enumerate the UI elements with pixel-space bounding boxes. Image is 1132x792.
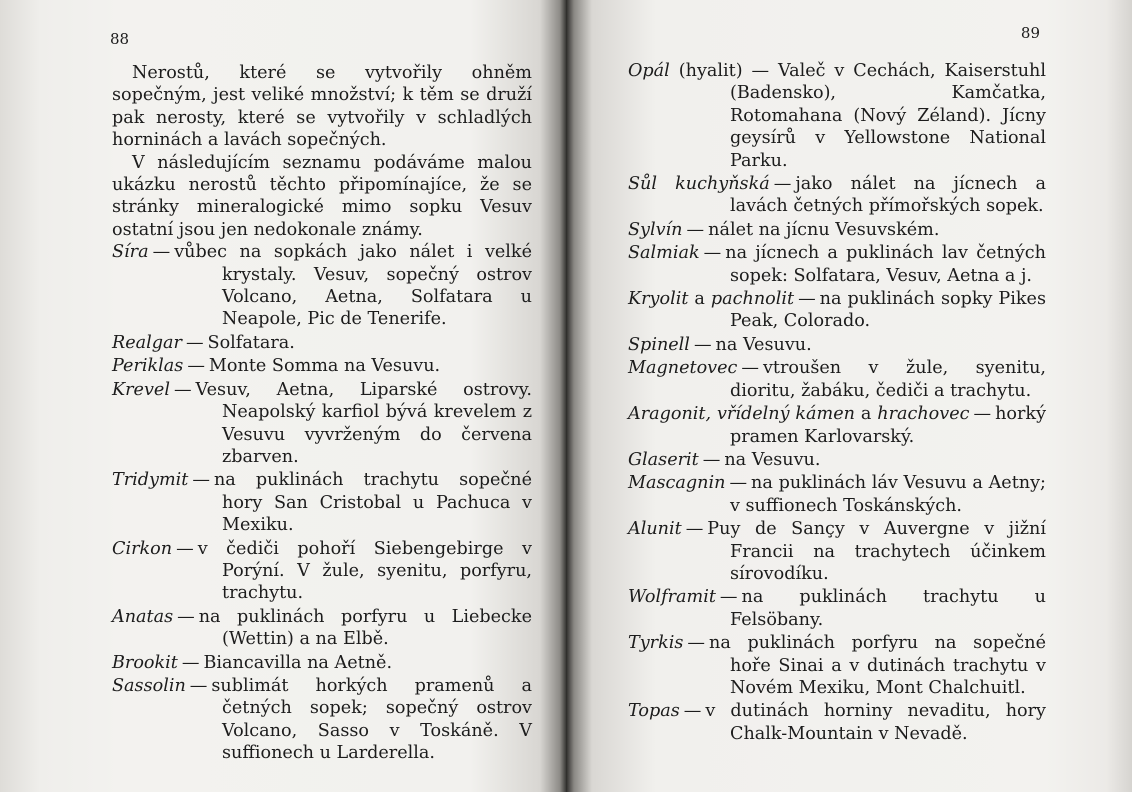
mineral-entry (112, 606, 532, 651)
mineral-description: na puklinách láv Vesuvu a Aetny; v suffionech Toskánských. (730, 473, 1046, 516)
mineral-name: pachnolit (710, 289, 795, 310)
em-dash: — (687, 633, 705, 654)
page-number-left: 88 (110, 30, 130, 48)
mineral-description: na puklinách trachytu u Felsöbany. (730, 587, 1046, 630)
mineral-name: Wolframit (628, 587, 716, 608)
left-page-text (112, 62, 532, 765)
mineral-entry (112, 675, 532, 765)
mineral-name: Glaserit (628, 449, 699, 470)
mineral-entry (628, 449, 1046, 471)
right-page (566, 0, 1132, 792)
mineral-entry (628, 403, 1046, 448)
em-dash: — (703, 243, 722, 264)
mineral-name: Spinell (628, 334, 690, 355)
intro-paragraph-1: Nerostů, které se vytvořily ohněm sopečným, jest veliké množství; k těm se druží pak nerosty, které se vytvořily v schladlých horninách a lavách sopečných. (112, 63, 532, 151)
em-dash: — (719, 587, 738, 608)
mineral-entry (628, 219, 1046, 241)
em-dash: — (741, 358, 759, 379)
mineral-description: vůbec na sopkách jako nálet i velké krystaly. Vesuv, sopečný ostrov Volcano, Aetna, Solfatara u Neapole, Pic de Tenerife. (174, 242, 532, 330)
mineral-description: na puklinách sopky Pikes Peak, Colorado. (730, 289, 1046, 332)
mineral-name: Kryolit (628, 289, 689, 310)
mineral-description: nálet na jícnu Vesuvském. (708, 219, 940, 240)
mineral-name: Sůl kuchyňská (628, 174, 770, 195)
mineral-name: Mascagnin (628, 473, 726, 494)
em-dash: — (185, 332, 204, 353)
mineral-description: v dutinách horniny nevaditu, hory Chalk-Mountain v Nevadě. (705, 701, 1046, 744)
mineral-entry (628, 700, 1046, 745)
mineral-name: Aragonit, vřídelný kámen (628, 404, 855, 425)
em-dash: — (187, 356, 205, 377)
mineral-description: vtroušen v žule, syenitu, dioritu, žabáku, čediči a trachytu. (730, 358, 1046, 401)
em-dash: — (683, 701, 702, 722)
mineral-name: Tridymit (112, 470, 189, 491)
mineral-entry (628, 632, 1046, 699)
mineral-name: Sassolin (112, 675, 186, 696)
mineral-name: Periklas (112, 356, 184, 377)
mineral-description: Puy de Sançy v Auvergne v jižní Francii na trachytech účinkem sírovodíku. (707, 519, 1046, 584)
mineral-entry (628, 357, 1046, 402)
mineral-name: Cirkon (112, 538, 173, 559)
mineral-description: na jícnech a puklinách lav četných sopek: Solfatara, Vesuv, Aetna a j. (725, 243, 1046, 286)
mineral-description: sublimát horkých pramenů a četných sopek; sopečný ostrov Volcano, Sasso v Toskáně. V suffionech u Larderella. (211, 675, 532, 764)
em-dash: — (773, 174, 792, 195)
mineral-description: na Vesuvu. (724, 449, 821, 470)
term-joiner: a (694, 289, 705, 310)
mineral-name: Alunit (628, 519, 682, 540)
mineral-description: v čediči pohoří Siebengebirge v Porýní. V žule, syenitu, porfyru, trachytu. (197, 538, 532, 604)
mineral-entry (628, 472, 1046, 517)
em-dash: — (176, 538, 194, 559)
mineral-entry (628, 242, 1046, 287)
mineral-name: Brookit (112, 652, 178, 673)
em-dash: — (973, 404, 992, 425)
mineral-description: (hyalit) — Valeč v Cechách, Kaiserstuhl (Badensko), Kamčatka, Rotomahana (Nový Zéland). Jícny geysírů v Yellowstone National Parku. (678, 61, 1047, 171)
em-dash: — (189, 675, 208, 696)
term-joiner: a (860, 404, 872, 425)
mineral-entry (628, 586, 1046, 631)
mineral-name: Magnetovec (628, 358, 738, 379)
em-dash: — (686, 219, 705, 240)
mineral-name: Anatas (112, 606, 174, 627)
mineral-name: Salmiak (628, 243, 700, 264)
mineral-description: na puklinách porfyru u Liebecke (Wettin) a na Elbě. (198, 606, 532, 650)
mineral-entry (112, 355, 532, 377)
em-dash: — (192, 470, 210, 491)
mineral-name: Realgar (112, 332, 182, 353)
mineral-description: na puklinách trachytu sopečné hory San Cristobal u Pachuca v Mexiku. (213, 470, 532, 536)
mineral-entry (112, 379, 532, 469)
mineral-entry (628, 334, 1046, 356)
mineral-name: Krevel (112, 379, 170, 400)
mineral-entry (628, 288, 1046, 333)
mineral-entry (628, 60, 1046, 172)
page-number-right: 89 (1020, 24, 1040, 42)
em-dash: — (729, 473, 748, 494)
mineral-entry (112, 469, 532, 536)
mineral-entry (112, 241, 532, 331)
mineral-entry (628, 518, 1046, 585)
mineral-description: Biancavilla na Aetně. (203, 652, 393, 673)
mineral-description: Solfatara. (207, 332, 295, 353)
mineral-name: hrachovec (877, 404, 970, 425)
em-dash: — (693, 334, 712, 355)
mineral-description: horký pramen Karlovarský. (730, 404, 1047, 447)
mineral-entry (112, 332, 532, 354)
mineral-entry (628, 173, 1046, 218)
mineral-name: Síra (112, 242, 149, 263)
right-page-text (628, 60, 1046, 745)
em-dash: — (177, 606, 195, 627)
mineral-name: Tyrkis (628, 633, 684, 654)
mineral-description: na Vesuvu. (715, 334, 812, 355)
intro-paragraph-2: V následujícím seznamu podáváme malou ukázku nerostů těchto připomínajíce, že se stránky mineralogické mimo sopku Vesuv ostatní jsou jen nedokonale známy. (112, 152, 532, 240)
em-dash: — (173, 379, 192, 400)
mineral-name: Sylvín (628, 219, 683, 240)
mineral-entry (112, 652, 532, 674)
mineral-name: Opál (628, 61, 670, 81)
mineral-description: Monte Somma na Vesuvu. (208, 356, 441, 377)
mineral-description: jako nálet na jícnech a lavách četných přímořských sopek. (730, 174, 1046, 217)
em-dash: — (152, 242, 171, 263)
em-dash: — (798, 289, 816, 310)
em-dash: — (702, 449, 721, 470)
mineral-description: na puklinách porfyru na sopečné hoře Sinai a v dutinách trachytu v Novém Mexiku, Mont Chalchuitl. (709, 633, 1046, 698)
em-dash: — (181, 652, 200, 673)
em-dash: — (685, 519, 704, 540)
mineral-name: Topas (628, 701, 680, 722)
mineral-description: Vesuv, Aetna, Liparské ostrovy. Neapolský karfiol bývá krevelem z Vesuvu vyvrženým do červena zbarven. (195, 379, 532, 467)
mineral-entry (112, 538, 532, 605)
